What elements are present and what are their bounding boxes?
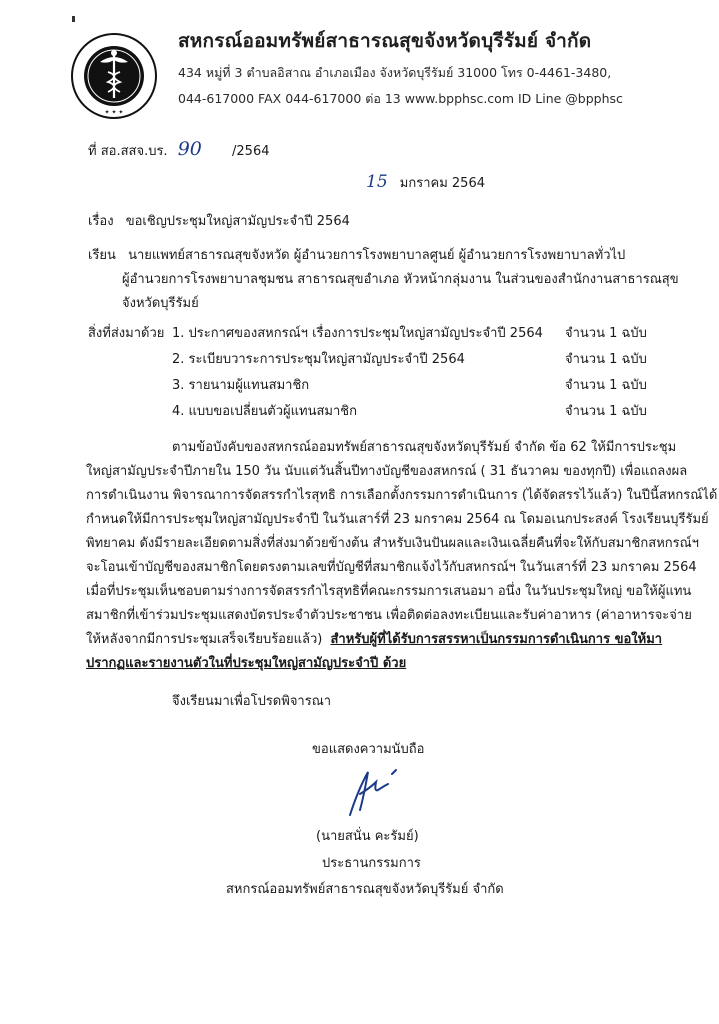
enclosure-qty: จำนวน 1 ฉบับ xyxy=(565,378,647,393)
enclosure-qty: จำนวน 1 ฉบับ xyxy=(565,404,647,419)
enclosure-qty: จำนวน 1 ฉบับ xyxy=(565,352,647,367)
date-month-year: มกราคม 2564 xyxy=(399,176,485,191)
svg-text:✦ ✦ ✦: ✦ ✦ ✦ xyxy=(104,109,124,116)
handwritten-signature xyxy=(330,760,410,820)
body-line: สมาชิกที่เข้าร่วมประชุมแสดงบัตรประจำตัวประชาชน เพื่อติดต่อลงทะเบียนและรับค่าอาหาร (ค่าอาหารจะจ่าย xyxy=(86,608,692,623)
date-handwritten-day: 15 xyxy=(366,172,388,192)
reference-handwritten-number: 90 xyxy=(177,138,202,160)
recipient-text-line1: นายแพทย์สาธารณสุขจังหวัด ผู้อำนวยการโรงพยาบาลศูนย์ ผู้อำนวยการโรงพยาบาลทั่วไป xyxy=(128,248,626,263)
body-line: การดำเนินงาน พิจารณาการจัดสรรกำไรสุทธิ การเลือกตั้งกรรมการดำเนินการ (ได้จัดสรรไว้แล้ว) ในปีนี้สหกรณ์ได้ xyxy=(86,488,718,503)
scan-speck xyxy=(72,16,75,22)
org-name: สหกรณ์ออมทรัพย์สาธารณสุขจังหวัดบุรีรัมย์ จำกัด xyxy=(178,30,592,52)
signatory-name: (นายสนั่น คะรัมย์) xyxy=(316,829,419,844)
subject-line xyxy=(88,210,350,231)
closing-line: จึงเรียนมาเพื่อโปรดพิจารณา xyxy=(172,694,332,709)
body-line: พิทยาคม ดังมีรายละเอียดตามสิ่งที่ส่งมาด้วยข้างต้น สำหรับเงินปันผลและเงินเฉลี่ยคืนที่จะให้กับสมาชิกสหกรณ์ฯ xyxy=(86,536,699,551)
body-line-mixed xyxy=(86,628,662,649)
reference-suffix: /2564 xyxy=(232,144,270,159)
recipient-line2: ผู้อำนวยการโรงพยาบาลชุมชน สาธารณสุขอำเภอ หัวหน้ากลุ่มงาน ในส่วนของสำนักงานสาธารณสุข xyxy=(122,272,679,287)
body-line: เมื่อที่ประชุมเห็นชอบตามร่างการจัดสรรกำไรสุทธิที่คณะกรรมการเสนอมา อนึ่ง ในวันประชุมใหญ่ ขอให้ผู้แทน xyxy=(86,584,692,599)
body-line: ให้หลังจากมีการประชุมเสร็จเรียบร้อยแล้ว) xyxy=(86,632,323,647)
enclosures-label: สิ่งที่ส่งมาด้วย xyxy=(88,326,165,341)
body-line: จะโอนเข้าบัญชีของสมาชิกโดยตรงตามเลขที่บัญชีที่สมาชิกแจ้งไว้กับสหกรณ์ฯ ในวันเสาร์ที่ 23 มกราคม 2564 xyxy=(86,560,697,575)
subject-text: ขอเชิญประชุมใหญ่สามัญประจำปี 2564 xyxy=(125,214,350,229)
recipient-label: เรียน xyxy=(88,248,116,263)
enclosure-item: 4. แบบขอเปลี่ยนตัวผู้แทนสมาชิก xyxy=(172,404,357,419)
org-address-line1: 434 หมู่ที่ 3 ตำบลอิสาณ อำเภอเมือง จังหวัดบุรีรัมย์ 31000 โทร 0-4461-3480, xyxy=(178,65,612,80)
enclosure-item: 2. ระเบียบวาระการประชุมใหญ่สามัญประจำปี 2564 xyxy=(172,352,465,367)
body-bold-notice-end: ปรากฏและรายงานตัวในที่ประชุมใหญ่สามัญประจำปี ด้วย xyxy=(86,656,407,671)
body-line: กำหนดให้มีการประชุมใหญ่สามัญประจำปี ในวันเสาร์ที่ 23 มกราคม 2564 ณ โดมอเนกประสงค์ โรงเรียนบุรีรัมย์ xyxy=(86,512,709,527)
org-address-line2: 044-617000 FAX 044-617000 ต่อ 13 www.bpphsc.com ID Line @bpphsc xyxy=(178,91,623,106)
recipient-line3: จังหวัดบุรีรัมย์ xyxy=(122,296,199,311)
body-line: ตามข้อบังคับของสหกรณ์ออมทรัพย์สาธารณสุขจังหวัดบุรีรัมย์ จำกัด ข้อ 62 ให้มีการประชุม xyxy=(172,440,677,455)
enclosure-qty: จำนวน 1 ฉบับ xyxy=(565,326,647,341)
signatory-title: ประธานกรรมการ xyxy=(322,856,421,871)
body-line: ใหญ่สามัญประจำปีภายใน 150 วัน นับแต่วันสิ้นปีทางบัญชีของสหกรณ์ ( 31 ธันวาคม ของทุกปี) เพื่อแถลงผล xyxy=(86,464,688,479)
cooperative-seal-logo xyxy=(70,32,158,120)
salutation: ขอแสดงความนับถือ xyxy=(312,742,425,757)
recipient-line1 xyxy=(88,244,625,265)
letter-date xyxy=(366,172,485,193)
body-bold-notice: สำหรับผู้ที่ได้รับการสรรหาเป็นกรรมการดำเนินการ ขอให้มา xyxy=(330,632,663,647)
signatory-org: สหกรณ์ออมทรัพย์สาธารณสุขจังหวัดบุรีรัมย์ จำกัด xyxy=(226,882,504,897)
enclosure-item: 3. รายนามผู้แทนสมาชิก xyxy=(172,378,310,393)
reference-prefix: ที่ สอ.สสจ.บร. xyxy=(88,144,168,159)
enclosure-item: 1. ประกาศของสหกรณ์ฯ เรื่องการประชุมใหญ่สามัญประจำปี 2564 xyxy=(172,326,543,341)
subject-label: เรื่อง xyxy=(88,214,114,229)
reference-number xyxy=(88,138,270,161)
